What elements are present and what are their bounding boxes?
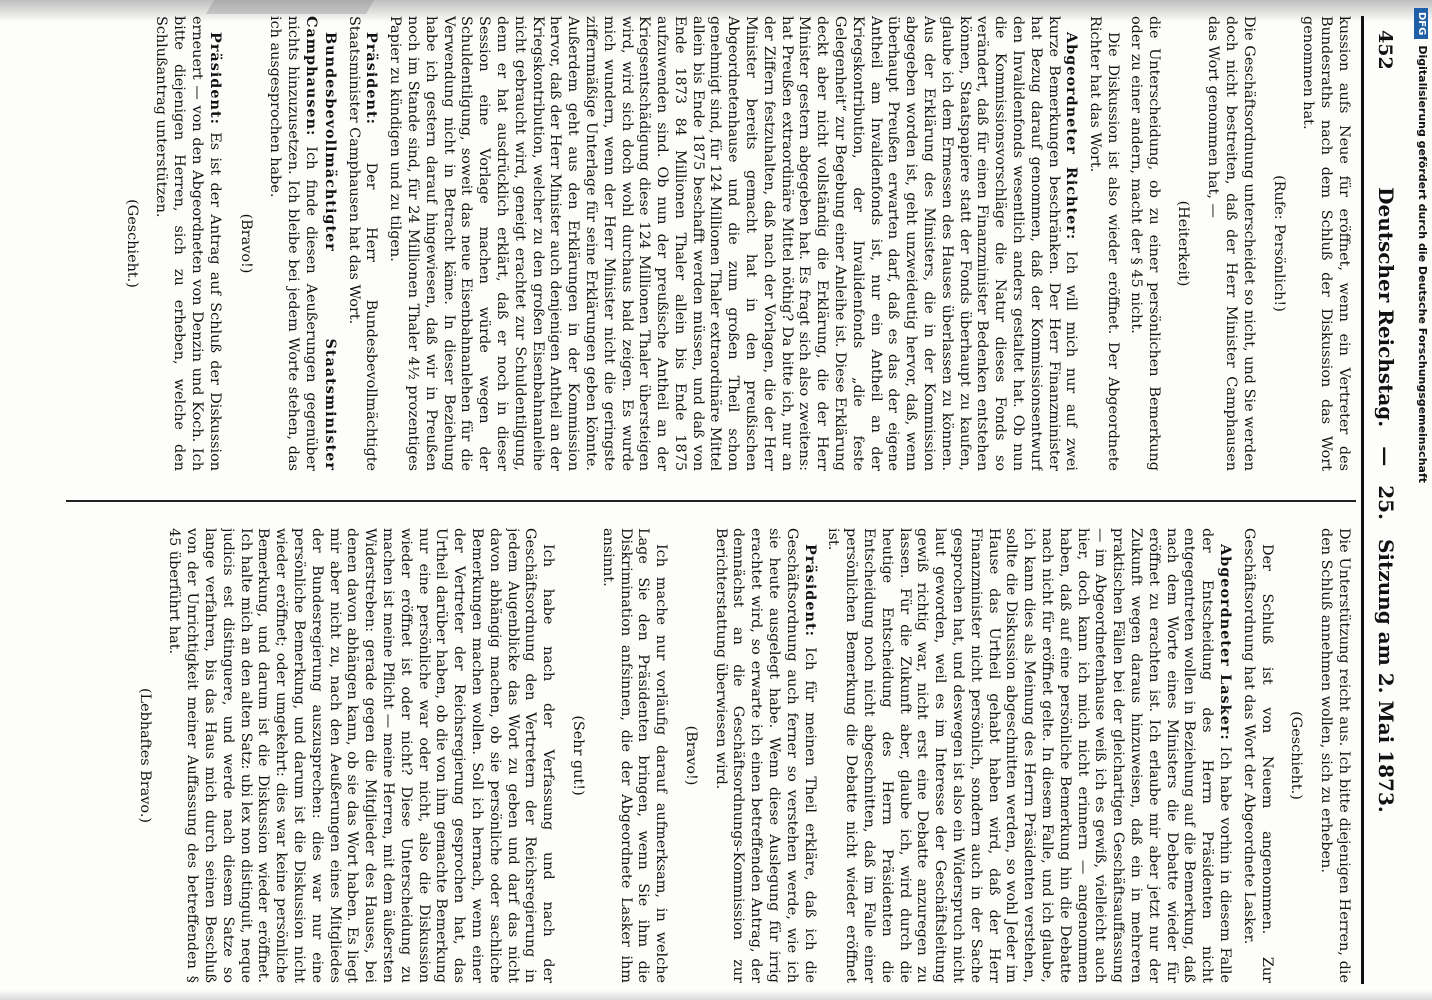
paragraph-text: Ich mache nur vorläufig darauf aufmerksam, in welche Lage Sie den Präsidenten bringen, wenn Sie ihm die Diskrimination anfsinnen, die der Abgeordnete Lasker ihm ansinnt. — [599, 528, 670, 983]
interjection — [1269, 16, 1287, 471]
text-paragraph — [165, 528, 557, 983]
text-paragraph — [1203, 16, 1256, 471]
session-number: 25. — [1374, 485, 1398, 520]
running-head — [1374, 16, 1398, 984]
page-number: 452 — [1374, 30, 1396, 70]
text-paragraph — [1316, 528, 1352, 983]
speaker-name: Präsident: — [363, 32, 381, 125]
rotated-page-content — [50, 16, 1410, 984]
speech-paragraph — [266, 16, 339, 471]
paragraph-text: Die Geschäftsordnung unterscheidet so nicht, und Sie werden doch nicht bestreiten, daß der Herr Minister Camphausen das Wort genommen hat, — — [1205, 16, 1257, 471]
speaker-name: Abgeordneter Lasker: — [1217, 544, 1235, 741]
text-paragraph — [1299, 16, 1352, 471]
paragraph-text: kussion aufs Neue für eröffnet, wenn ein Vertreter des Bundesraths nach dem Schluß der Diskussion das Wort genommen hat. — [1300, 16, 1352, 471]
speech-paragraph — [385, 16, 1080, 471]
paragraph-text: (Rufe: Persönlich!) — [1270, 175, 1287, 312]
paragraph-text: Die Diskussion ist also wieder eröffnet. Der Abgeordnete Richter hat das Wort. — [1087, 16, 1122, 471]
page-header — [1362, 16, 1410, 984]
interjection — [122, 16, 140, 471]
running-head-left: Deutscher Reichstag. — [1374, 187, 1398, 428]
paragraph-text: (Sehr gut!) — [569, 715, 586, 796]
speaker-name: Präsident: — [206, 32, 224, 125]
paragraph-text: (Lebhaftes Bravo.) — [136, 687, 153, 824]
paragraph-text: die Unterscheidung, ob zu einer persönlichen Bemerkung oder zu einer andern, macht der § 45 nicht. — [1127, 16, 1162, 471]
running-head-right: Sitzung am 2. Mai 1873. — [1374, 538, 1398, 813]
speech-paragraph — [711, 528, 819, 983]
paragraph-text: Die Unterstützung reicht aus. Ich bitte diejenigen Herren, die den Schluß annehmen wollen, sich zu erheben. — [1318, 528, 1352, 983]
column-divider — [66, 500, 1356, 502]
paragraph-text: (Geschieht.) — [1288, 711, 1305, 800]
paragraph-text: Ich habe nach der Verfassung und nach der Geschäftsordnung den Vertretern der Reichsregierung in jedem Augenblicke das Wort zu geben und darf das nicht davon abhängig machen, ob sie persönliche oder sachliche Bemerkungen machen wollen. Soll ich hernach, wenn einer der Vertreter der Reichsregierung gesprochen hat, das Urtheil darüber haben, ob die von ihm gemachte Bemerkung nur eine persönliche war oder nicht, also die Diskussion wieder eröffnet ist oder nicht? Diese Unterscheidung zu machen ist meine Pflicht — meine Herren, mit dem äußersten Widerstreben: gerade gegen die Mitglieder des Hauses, bei denen davon abhängen kann, ob sie das Wort haben. Es liegt mir aber nicht zu, nach den Aeußerungen eines Mitgliedes der Bundesregierung auszusprechen: dies war nur eine persönliche Bemerkung, und darum ist die Diskussion nicht wieder eröffnet; oder umgekehrt: dies war keine persönliche Bemerkung, und darum ist die Diskussion wieder eröffnet. Ich halte mich an den alten Satz: ubi lex non distinguit, neque judicis est distinguere, und werde nach diesem Satze so lange verfahren, bis das Haus mich durch seinen Beschluß von der Unrichtigkeit meiner Auffassung des betreffenden § 45 überführt hat. — [166, 528, 557, 983]
text-paragraph — [1085, 16, 1121, 471]
header-rule — [1361, 16, 1364, 984]
speaker-name: Bundesbevollmächtigter Staatsminister Camphausen: — [302, 16, 339, 471]
interjection — [1174, 16, 1192, 471]
text-paragraph — [598, 528, 669, 983]
text-paragraph — [1126, 16, 1162, 471]
speech-paragraph — [824, 528, 1234, 983]
paragraph-text: (Bravo!) — [237, 213, 254, 274]
interjection — [1287, 528, 1305, 983]
speech-paragraph — [152, 16, 224, 471]
speech-paragraph — [344, 16, 381, 471]
left-column — [67, 16, 1352, 471]
dfg-logo-badge: DFG — [1414, 8, 1428, 39]
paragraph-text: (Bravo!) — [682, 725, 699, 786]
speaker-name: Präsident: — [801, 544, 819, 637]
text-paragraph — [1239, 528, 1275, 983]
paragraph-text: (Geschieht.) — [123, 199, 140, 288]
speaker-name: Abgeordneter Richter: — [1063, 32, 1081, 241]
paragraph-text: Ich will mich nur auf zwei kurze Bemerkungen beschränken. Der Herr Finanzminister hat Bezug darauf genommen, daß der Kommissionsentwurf den Invalidenfonds wesentlich anders gestaltet hat. Ob nun die Kommissionsvorschläge die Natur dieses Fonds so verändert, daß für einen Finanzminister Bedenken entstehen können, Staatspapiere statt der Fonds überhaupt zu kaufen, glaube ich dem Ermessen des Hauses überlassen zu können. Aus der Erklärung des Ministers, die in der Kommission abgegeben worden ist, geht unzweideutig hervor, daß, wenn überhaupt Preußen erwarten darf, daß es das der eigene Antheil am Invalidenfonds ist, nur ein Antheil an der Kriegskontribution, der Invalidenfonds „die feste Gelegenheit“ zur Begebung einer Anleihe ist. Diese Erklärung deckt aber nicht vollständig die Erklärung, die der Herr Minister gestern abgegeben hat. Es fragt sich also zweitens: hat Preußen extraordinäre Mittel nöthig? Da bitte ich, nur an der Ziffern festzuhalten, daß nach der Vorlagen, die der Herr Minister bereits gemacht hat in den preußischen Abgeordnetenhause und die zum großen Theil schon genehmigt sind, für 124 Millionen Thaler extraordinäre Mittel allein bis Ende 1875 beschafft werden müssen, und daß von Ende 1873 84 Millionen Thaler allein bis Ende 1875 aufzuwenden sind. Ob nun der preußische Antheil an der Kriegsentschädigung diese 124 Millionen Thaler übersteigen wird, wird sich doch wohl durchaus bald zeigen. Es wurde mich wundern, wenn der Herr Minister nicht die geringste ziffernmäßige Unterlage für seine Erklärungen geben könnte. Außerdem geht aus den Erklärungen in der Kommission hervor, daß der Herr Minister auch denjenigen Antheil an der Kriegskontribution, welcher zu den großen Eisenbahnanleihe nicht gebraucht wird, geneigt erachtet zur Schuldentilgung, denn er hat ausdrücklich erklärt, daß er noch in dieser Session eine Vorlage machen würde wegen der Schuldentilgung, soweit das neue Eisenbahnanlehen für die Verwendung nicht in Betracht käme. In dieser Beziehung habe ich gestern darauf hingewiesen, daß wir in Preußen noch im Stande sind, für 24 Millionen Thaler 4½ prozentiges Papier zu kündigen und zu tilgen. — [387, 16, 1080, 471]
funding-note — [1412, 8, 1432, 993]
interjection — [236, 16, 254, 471]
paragraph-text: Ich habe vorhin in diesem Falle der Entscheidung des Herrn Präsidenten nicht entgegentreten wollen in Beziehung auf die Bemerkung, daß nach dem Worte eines Ministers die Debatte wieder für eröffnet zu erachten ist. Ich erlaube mir aber jetzt nur der Zukunft wegen daraus hinzuweisen, daß ein in mehreren praktischen Fällen bei der gleichartigen Geschäftsauffassung — im Abgeordnetenhause weiß ich es gewiß, vielleicht auch hier, doch kann ich mich nicht erinnern — angenommen haben, daß auf eine persönliche Bemerkung hin die Debatte nach nicht für eröffnet gelte. In diesem Falle, und ich glaube, ich kann dies als Meinung des Herrn Präsidenten verstehen, sollte die Diskussion abgeschnitten werden, so wohl Jeder im Hause das Urtheil gehabt haben wird, daß der Herr Finanzminister nicht persönlich, sondern auch in der Sache gesprochen hat, und deswegen ist also ein Widerspruch nicht laut geworden, weil es im Interesse der Geschäftsleitung gewiß richtig war, nicht erst eine Debatte anzuregen zu lassen. Für die Zukunft aber, glaube ich, wird durch die heutige Entscheidung des Herrn Präsidenten die Entscheidung noch nicht abgeschnitten, daß im Falle einer persönlichen Bemerkung die Debatte nicht wieder eröffnet ist. — [825, 528, 1234, 983]
right-column — [67, 528, 1352, 983]
paragraph-text: (Heiterkeit) — [1175, 200, 1192, 287]
paragraph-text: Der Herr Bundesbevollmächtigte Staatsminister Camphausen hat das Wort. — [345, 16, 380, 471]
interjection — [568, 528, 586, 983]
funding-note-label: Digitalisierung gefördert durch die Deutsche Forschungsgemeinschaft — [1416, 45, 1429, 484]
paragraph-text: Ich finde diesen Aeußerungen gegenüber nichts hinzuzusetzen. Ich bleibe bei jedem Worte stehen, das ich ausgesprochen habe. — [267, 16, 319, 471]
scan-smudge — [206, 0, 374, 14]
paragraph-text: Der Schluß ist von Neuem angenommen. Zur Geschäftsordnung hat das Wort der Abgeordnete Lasker. — [1240, 528, 1275, 983]
interjection — [135, 528, 153, 983]
running-head-dash: — — [1374, 446, 1398, 467]
funding-note-text — [1412, 8, 1432, 993]
paragraph-text: Es ist der Antrag auf Schluß der Diskussion erneuert — von den Abgeordneten von Denzin und Koch. Ich bitte diejenigen Herren, sich zu erheben, welche den Schlußantrag unterstützen. — [153, 16, 223, 471]
paragraph-text: Ich für meinen Theil erkläre, daß ich die Geschäftsordnung auch ferner so verstehen werde, wie ich sie heute ausgelegt habe. Wenn diese Auslegung für irrig erachtet wird, so erwarte ich einen betreffenden Antrag, der demnächst an die Geschäftsordnungs-Kommission zur Berichterstattung überwiesen wird. — [712, 528, 818, 983]
interjection — [681, 528, 699, 983]
scan-bottom-edge — [0, 990, 1432, 1000]
